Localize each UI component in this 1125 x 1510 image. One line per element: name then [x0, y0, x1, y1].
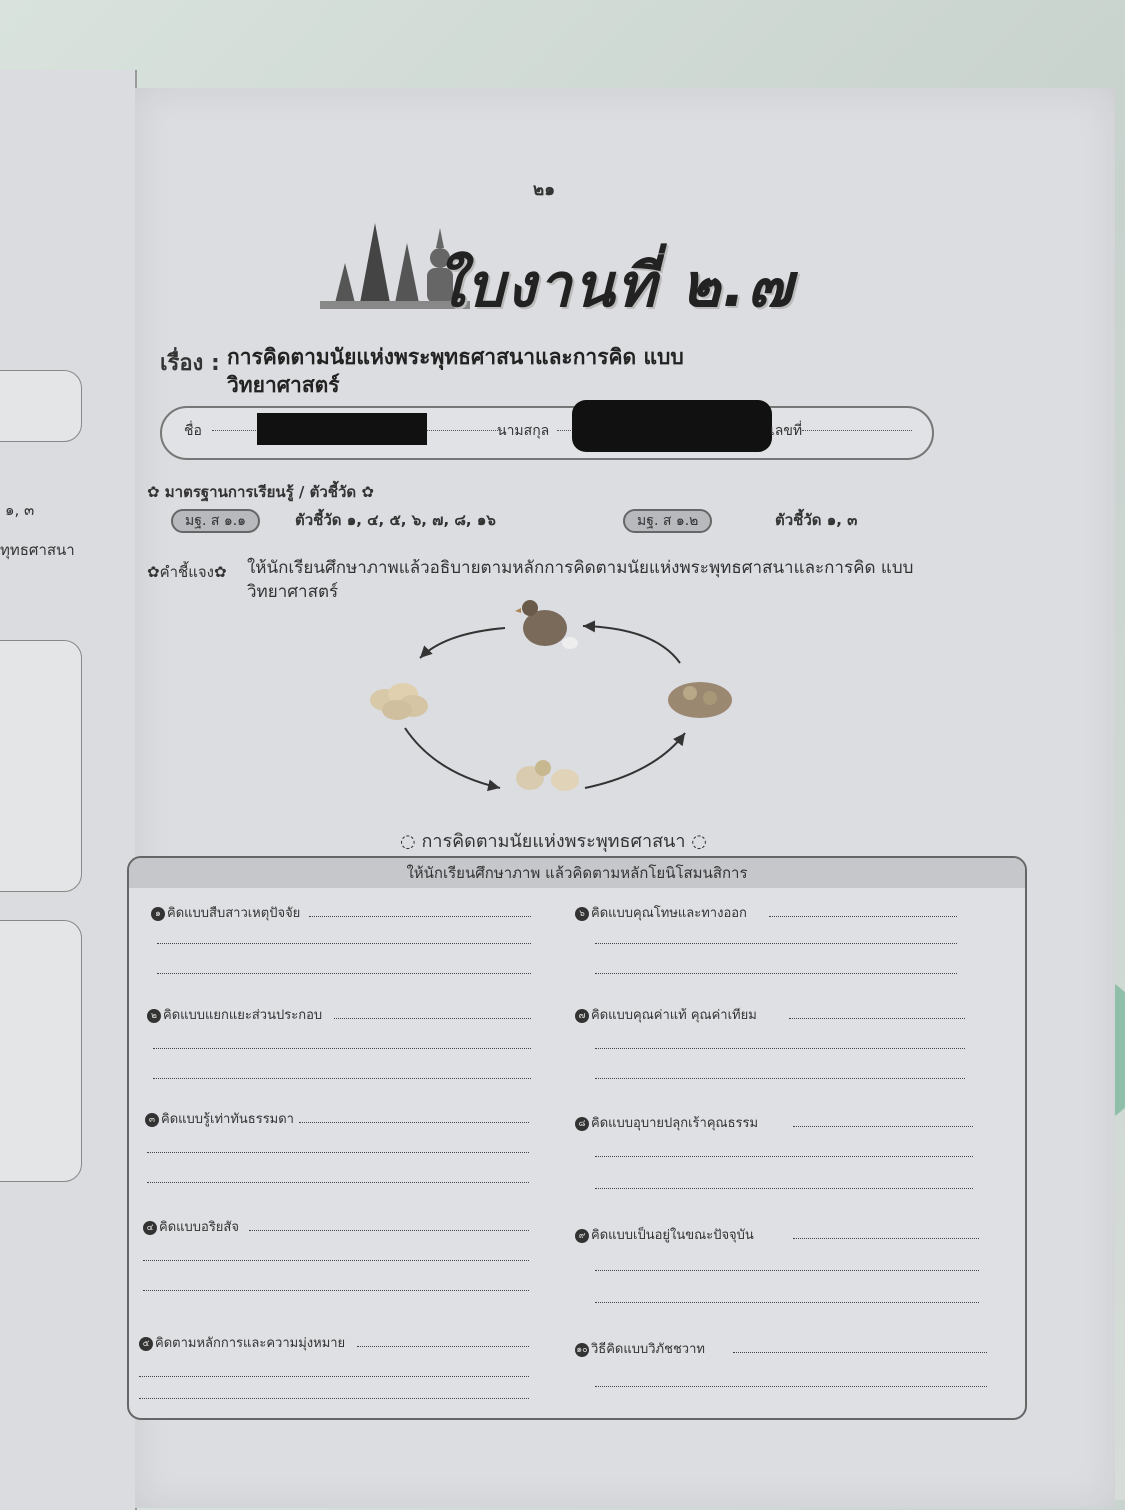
left-page-box	[0, 640, 82, 892]
instruction-label-text: คำชี้แจง	[159, 563, 214, 581]
indicator-1: ตัวชี้วัด ๑, ๔, ๕, ๖, ๗, ๘, ๑๖	[295, 511, 496, 529]
instruction-text: ให้นักเรียนศึกษาภาพแล้วอธิบายตามหลักการคิดตามนัยแห่งพระพุทธศาสนาและการคิด แบบวิทยาศาสตร์	[247, 558, 914, 602]
answer-line[interactable]	[157, 973, 531, 974]
chicks-image	[668, 682, 732, 718]
left-page-text-1: ๑, ๓	[5, 501, 35, 519]
item-label: คิดแบบคุณโทษและทางออก	[591, 906, 747, 921]
item-label: คิดแบบแยกแยะส่วนประกอบ	[163, 1008, 323, 1023]
item-7	[575, 1004, 757, 1025]
item-5	[139, 1332, 345, 1353]
item-number-badge: ๔	[143, 1221, 157, 1235]
item-label: วิธีคิดแบบวิภัชชวาท	[591, 1342, 705, 1357]
answer-line[interactable]	[595, 973, 957, 974]
item-label: คิดตามหลักการและความมุ่งหมาย	[155, 1336, 346, 1351]
answer-line[interactable]	[139, 1398, 529, 1399]
item-number-badge: ๑๐	[576, 1344, 588, 1355]
answer-line[interactable]	[357, 1346, 529, 1347]
answer-line[interactable]	[595, 1270, 979, 1271]
right-ornament: ◌	[685, 831, 707, 852]
hen-image	[515, 600, 578, 649]
item-1	[151, 902, 300, 923]
answer-line[interactable]	[147, 1152, 529, 1153]
item-label: คิดแบบคุณค่าแท้ คุณค่าเทียม	[591, 1008, 757, 1023]
section-title	[400, 826, 707, 855]
answer-line[interactable]	[249, 1230, 529, 1231]
answer-line[interactable]	[733, 1352, 987, 1353]
item-number-badge: ๑	[151, 907, 165, 921]
item-label: คิดแบบอุบายปลุกเร้าคุณธรรม	[591, 1116, 759, 1131]
answer-line[interactable]	[789, 1018, 965, 1019]
answer-line[interactable]	[595, 1048, 965, 1049]
answer-line[interactable]	[157, 943, 531, 944]
page-number: ๒๑	[533, 180, 555, 200]
item-number-badge: ๓	[145, 1113, 159, 1127]
number-label: เลขที่	[770, 423, 803, 439]
box-heading: ให้นักเรียนศึกษาภาพ แล้วคิดตามหลักโยนิโสมนสิการ	[129, 858, 1025, 888]
answer-line[interactable]	[595, 1156, 973, 1157]
worksheet-page	[135, 88, 1115, 1508]
answer-line[interactable]	[147, 1182, 529, 1183]
item-number-badge: ๗	[575, 1009, 589, 1023]
item-2	[147, 1004, 322, 1025]
surname-label: นามสกุล	[497, 423, 550, 439]
answer-line[interactable]	[334, 1018, 531, 1019]
answer-line[interactable]	[153, 1048, 531, 1049]
number-field[interactable]	[802, 430, 912, 431]
hatching-egg-image	[516, 760, 579, 791]
student-info-box	[160, 406, 934, 460]
standards-label-text: มาตรฐานการเรียนรู้ / ตัวชี้วัด	[164, 483, 357, 501]
standards-label: ✿ มาตรฐานการเรียนรู้ / ตัวชี้วัด ✿	[147, 483, 374, 501]
left-page-box	[0, 370, 82, 442]
item-4	[143, 1216, 239, 1237]
answer-line[interactable]	[793, 1238, 979, 1239]
redacted-surname	[572, 400, 772, 452]
item-label: คิดแบบรู้เท่าทันธรรมดา	[161, 1112, 294, 1127]
answer-line[interactable]	[153, 1078, 531, 1079]
item-3	[145, 1108, 294, 1129]
item-number-badge: ๖	[575, 907, 589, 921]
item-label: คิดแบบสืบสาวเหตุปัจจัย	[167, 906, 301, 921]
answer-line[interactable]	[595, 943, 957, 944]
topic-label: เรื่อง :	[160, 351, 220, 376]
item-label: คิดแบบเป็นอยู่ในขณะปัจจุบัน	[591, 1228, 754, 1243]
name-label: ชื่อ	[184, 423, 202, 439]
answer-line[interactable]	[595, 1188, 973, 1189]
instruction-label: ✿คำชี้แจง✿	[147, 563, 227, 581]
answer-line[interactable]	[143, 1260, 529, 1261]
answer-line[interactable]	[793, 1126, 973, 1127]
answer-line[interactable]	[143, 1290, 529, 1291]
item-label: คิดแบบอริยสัจ	[159, 1220, 239, 1235]
answer-line[interactable]	[309, 916, 531, 917]
item-number-badge: ๘	[575, 1117, 589, 1131]
item-number-badge: ๒	[147, 1009, 161, 1023]
item-10	[575, 1338, 705, 1359]
answer-line[interactable]	[595, 1078, 965, 1079]
indicator-2: ตัวชี้วัด ๑, ๓	[775, 511, 858, 529]
yoniso-manasikara-box	[127, 856, 1027, 1420]
item-8	[575, 1112, 758, 1133]
item-number-badge: ๙	[575, 1229, 589, 1243]
standard-2-badge: มฐ. ส ๑.๒	[623, 509, 712, 533]
left-page-box	[0, 920, 82, 1182]
answer-line[interactable]	[139, 1376, 529, 1377]
section-title-text: การคิดตามนัยแห่งพระพุทธศาสนา	[421, 831, 686, 852]
redacted-name	[257, 413, 427, 445]
left-page-text-2: ทุทธศาสนา	[0, 541, 75, 559]
standard-1-badge: มฐ. ส ๑.๑	[171, 509, 260, 533]
item-number-badge: ๕	[139, 1337, 153, 1351]
item-9	[575, 1224, 754, 1245]
chicken-egg-cycle-diagram	[355, 588, 735, 808]
item-6	[575, 902, 747, 923]
topic-text: การคิดตามนัยแห่งพระพุทธศาสนาและการคิด แบบวิทยาศาสตร์	[227, 345, 684, 397]
worksheet-title: ใบงานที่ ๒.๗	[435, 251, 795, 321]
left-page-edge	[0, 70, 137, 1510]
answer-line[interactable]	[769, 916, 957, 917]
answer-line[interactable]	[299, 1122, 529, 1123]
answer-line[interactable]	[595, 1302, 979, 1303]
answer-line[interactable]	[595, 1386, 987, 1387]
eggs-image	[370, 683, 428, 720]
left-ornament: ◌	[400, 831, 422, 852]
